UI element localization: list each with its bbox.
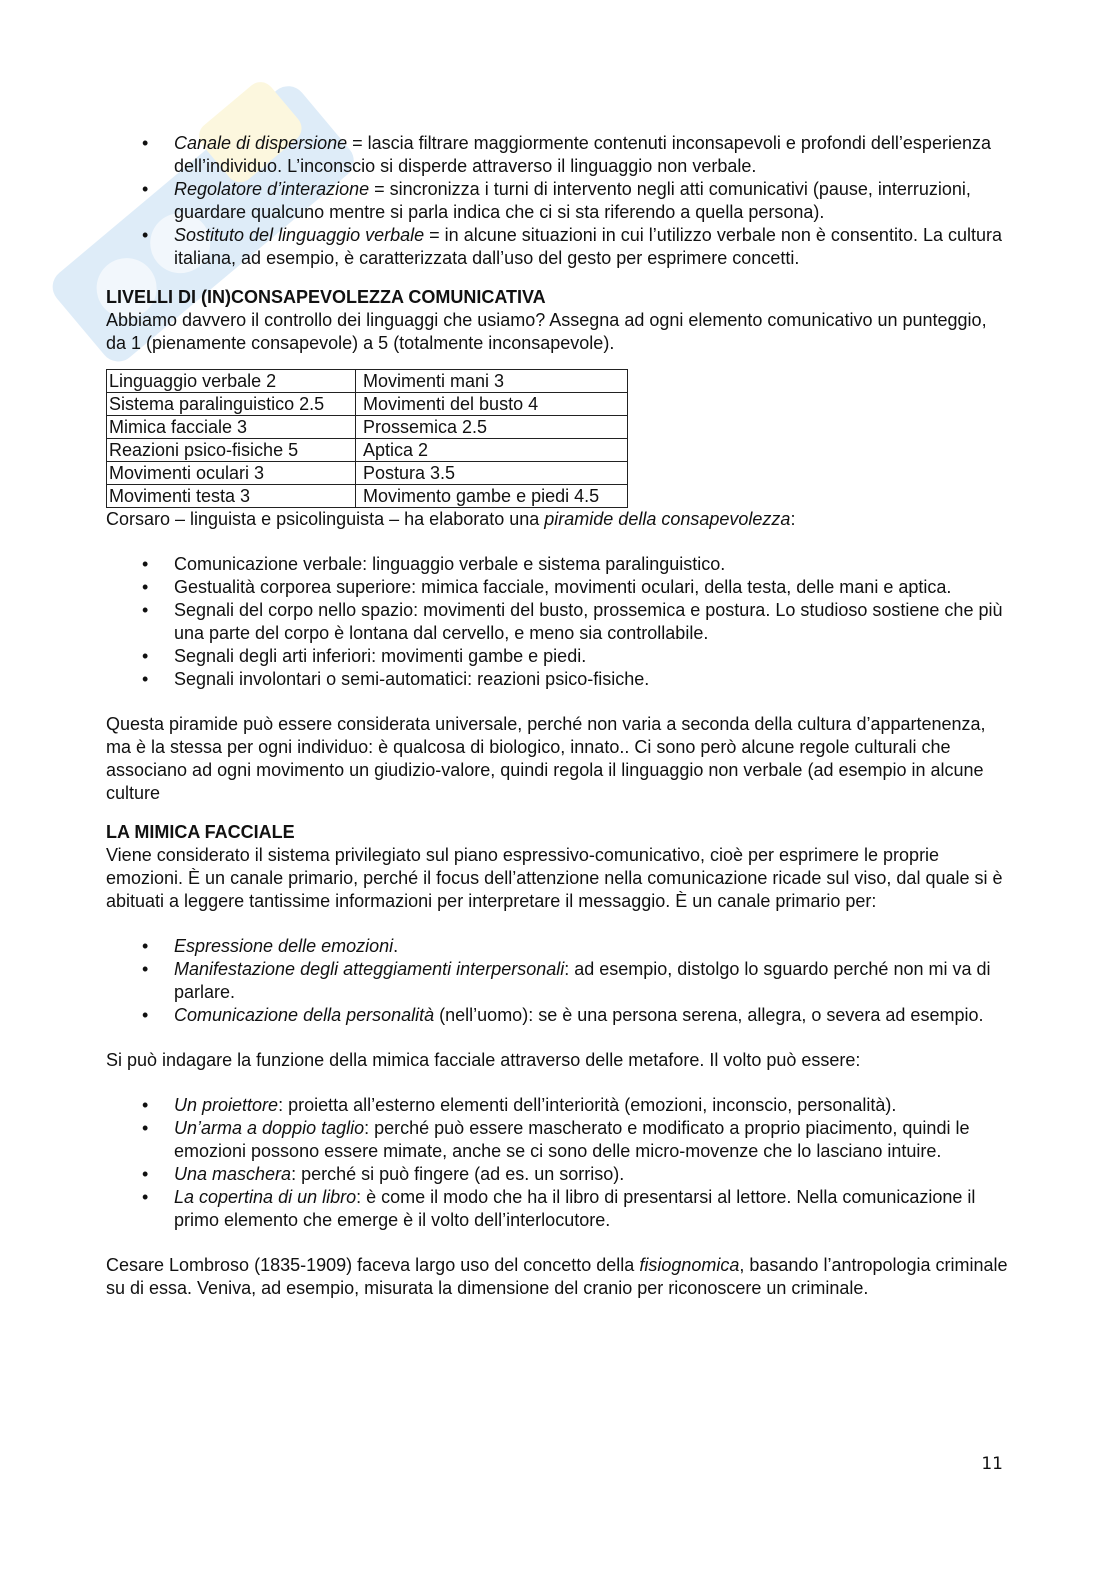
- table-cell: Sistema paralinguistico 2.5: [107, 393, 356, 416]
- table-row: [107, 393, 628, 416]
- list-item: • La copertina di un libro: è come il modo che ha il libro di presentarsi al lettore. Nella comunicazione il primo elemento che emerge è il volto dell’interlocutore.: [106, 1186, 1011, 1232]
- section-heading-mimica: LA MIMICA FACCIALE: [106, 822, 295, 842]
- list-item: • Gestualità corporea superiore: mimica facciale, movimenti oculari, della testa, delle mani e aptica.: [106, 576, 1011, 599]
- metaphors-list: [106, 1094, 1011, 1232]
- table-row: [107, 462, 628, 485]
- list-item: • Segnali del corpo nello spazio: movimenti del busto, prossemica e postura. Lo studioso sostiene che più una parte del corpo è lontana dal cervello, e meno sia controllabile.: [106, 599, 1011, 645]
- table-cell: Movimenti mani 3: [356, 370, 628, 393]
- functions-list: [106, 935, 1011, 1027]
- pyramid-closing: Questa piramide può essere considerata universale, perché non varia a seconda della cultura d’appartenenza, ma è la stessa per ogni individuo: è qualcosa di biologico, innato.. Ci sono però alcune regole culturali che associano ad ogni movimento un giudizio-valore, quindi regola il linguaggio non verbale (ad esempio in alcune culture: [106, 714, 986, 803]
- pyramid-list: [106, 553, 1011, 691]
- consapevolezza-table: [106, 369, 628, 508]
- list-item: • Manifestazione degli atteggiamenti interpersonali: ad esempio, distolgo lo sguardo perché non mi va di parlare.: [106, 958, 1011, 1004]
- bullets-top: [106, 132, 1011, 270]
- page-number: 11: [981, 1454, 1003, 1474]
- section-heading-consapevolezza: LIVELLI DI (IN)CONSAPEVOLEZZA COMUNICATIVA: [106, 287, 546, 307]
- table-cell: Mimica facciale 3: [107, 416, 356, 439]
- list-item: • Sostituto del linguaggio verbale = in alcune situazioni in cui l’utilizzo verbale non è consentito. La cultura italiana, ad esempio, è caratterizzata dall’uso del gesto per esprimere concetti.: [106, 224, 1011, 270]
- list-item: • Segnali involontari o semi-automatici: reazioni psico-fisiche.: [106, 668, 1011, 691]
- section-intro: Viene considerato il sistema privilegiato sul piano espressivo-comunicativo, cioè per esprimere le proprie emozioni. È un canale primario, perché il focus dell’attenzione nella comunicazione ricade sul viso, dal quale si è abituati a leggere tantissime informazioni per interpretare il messaggio. È un canale primario per:: [106, 845, 1003, 911]
- table-cell: Prossemica 2.5: [356, 416, 628, 439]
- table-cell: Movimenti testa 3: [107, 485, 356, 508]
- list-item: • Comunicazione verbale: linguaggio verbale e sistema paralinguistico.: [106, 553, 1011, 576]
- lombroso-paragraph: Cesare Lombroso (1835-1909) faceva largo uso del concetto della fisiognomica, basando l’antropologia criminale su di essa. Veniva, ad esempio, misurata la dimensione del cranio per riconoscere un criminale.: [106, 1255, 1008, 1298]
- table-cell: Movimento gambe e piedi 4.5: [356, 485, 628, 508]
- table-row: [107, 416, 628, 439]
- list-item: • Canale di dispersione = lascia filtrare maggiormente contenuti inconsapevoli e profondi dell’esperienza dell’individuo. L’inconscio si disperde attraverso il linguaggio non verbale.: [106, 132, 1011, 178]
- table-cell: Postura 3.5: [356, 462, 628, 485]
- table-cell: Movimenti del busto 4: [356, 393, 628, 416]
- list-item: • Espressione delle emozioni.: [106, 935, 1011, 958]
- table-cell: Reazioni psico-fisiche 5: [107, 439, 356, 462]
- table-cell: Movimenti oculari 3: [107, 462, 356, 485]
- metaphor-intro: Si può indagare la funzione della mimica facciale attraverso delle metafore. Il volto può essere:: [106, 1050, 861, 1070]
- table-row: [107, 485, 628, 508]
- list-item: • Un proiettore: proietta all’esterno elementi dell’interiorità (emozioni, inconscio, personalità).: [106, 1094, 1011, 1117]
- pyramid-intro: Corsaro – linguista e psicolinguista – ha elaborato una piramide della consapevolezza:: [106, 509, 796, 529]
- list-item: • Un’arma a doppio taglio: perché può essere mascherato e modificato a proprio piacimento, quindi le emozioni possono essere mimate, anche se ci sono delle micro-movenze che lo lasciano intuire.: [106, 1117, 1011, 1163]
- table-cell: Linguaggio verbale 2: [107, 370, 356, 393]
- list-item: • Regolatore d’interazione = sincronizza i turni di intervento negli atti comunicativi (pause, interruzioni, guardare qualcuno mentre si parla indica che ci si sta riferendo a quella persona).: [106, 178, 1011, 224]
- document-page: [106, 132, 1011, 1300]
- list-item: • Segnali degli arti inferiori: movimenti gambe e piedi.: [106, 645, 1011, 668]
- list-item: • Una maschera: perché si può fingere (ad es. un sorriso).: [106, 1163, 1011, 1186]
- section-intro: Abbiamo davvero il controllo dei linguaggi che usiamo? Assegna ad ogni elemento comunicativo un punteggio, da 1 (pienamente consapevole) a 5 (totalmente inconsapevole).: [106, 310, 987, 353]
- table-row: [107, 370, 628, 393]
- list-item: • Comunicazione della personalità (nell’uomo): se è una persona serena, allegra, o severa ad esempio.: [106, 1004, 1011, 1027]
- table-cell: Aptica 2: [356, 439, 628, 462]
- table-row: [107, 439, 628, 462]
